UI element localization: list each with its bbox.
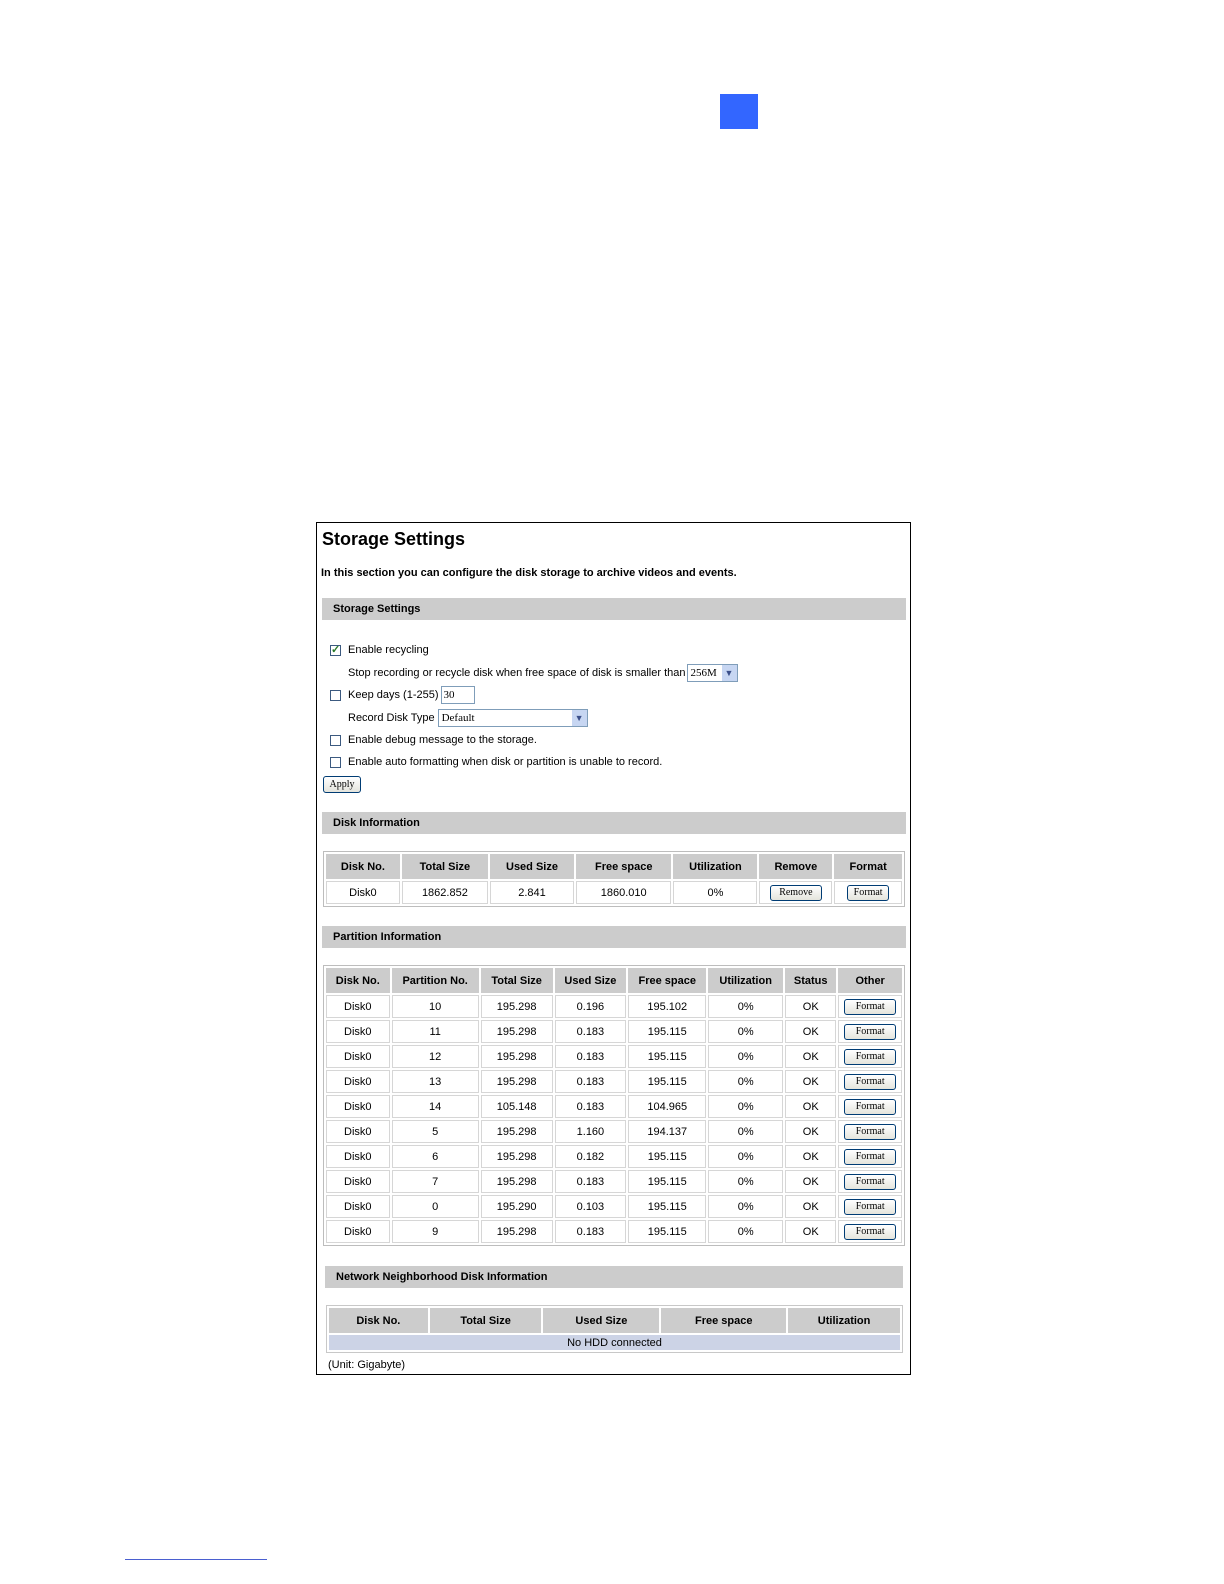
disk-no-cell: Disk0 [326, 1195, 390, 1218]
used-size-cell: 0.183 [555, 1070, 627, 1093]
other-cell [838, 1220, 902, 1243]
net-col-disk-no: Disk No. [329, 1308, 428, 1333]
used-size-cell: 0.183 [555, 1045, 627, 1068]
auto-format-checkbox[interactable] [330, 757, 341, 768]
table-row [326, 1170, 902, 1193]
status-cell: OK [785, 1020, 836, 1043]
free-space-cell: 194.137 [628, 1120, 706, 1143]
partition-no-cell: 0 [392, 1195, 479, 1218]
total-size-cell: 105.148 [481, 1095, 553, 1118]
part-col-used-size: Used Size [555, 968, 627, 993]
net-col-used-size: Used Size [543, 1308, 659, 1333]
net-col-utilization: Utilization [788, 1308, 900, 1333]
chevron-down-icon: ▼ [572, 710, 587, 726]
part-col-free-space: Free space [628, 968, 706, 993]
network-disk-table [326, 1305, 903, 1353]
other-cell [838, 1170, 902, 1193]
format-button[interactable]: Format [847, 885, 889, 901]
keep-days-row [330, 686, 475, 704]
disk-no-cell: Disk0 [326, 995, 390, 1018]
status-cell: OK [785, 1095, 836, 1118]
used-size-cell: 0.196 [555, 995, 627, 1018]
disk-information-table [323, 851, 905, 907]
net-col-free-space: Free space [661, 1308, 786, 1333]
status-cell: OK [785, 995, 836, 1018]
keep-days-label: Keep days (1-255) [348, 689, 439, 701]
disk-col-remove: Remove [759, 854, 832, 879]
free-space-cell: 195.102 [628, 995, 706, 1018]
disk-no-cell: Disk0 [326, 1170, 390, 1193]
disk-no-cell: Disk0 [326, 1220, 390, 1243]
format-button[interactable]: Format [844, 1224, 896, 1240]
used-size-cell: 2.841 [490, 881, 574, 904]
page-title: Storage Settings [322, 529, 466, 549]
free-space-cell: 195.115 [628, 1070, 706, 1093]
remove-button[interactable]: Remove [770, 885, 822, 901]
utilization-cell: 0% [708, 995, 783, 1018]
stop-recording-label: Stop recording or recycle disk when free space of disk is smaller than [348, 667, 686, 679]
total-size-cell: 195.290 [481, 1195, 553, 1218]
partition-no-cell: 12 [392, 1045, 479, 1068]
table-row [326, 881, 902, 904]
part-col-utilization: Utilization [708, 968, 783, 993]
other-cell [838, 1120, 902, 1143]
other-cell [838, 1045, 902, 1068]
record-disk-type-label: Record Disk Type [348, 712, 435, 724]
used-size-cell: 0.182 [555, 1145, 627, 1168]
partition-table-header-row [326, 968, 902, 993]
utilization-cell: 0% [708, 1145, 783, 1168]
partition-no-cell: 7 [392, 1170, 479, 1193]
format-button[interactable]: Format [844, 1099, 896, 1115]
partition-information-table [323, 965, 905, 1246]
status-cell: OK [785, 1070, 836, 1093]
record-disk-type-row [348, 709, 588, 727]
footer-divider [125, 1559, 267, 1560]
disk-information-header: Disk Information [322, 812, 906, 834]
format-button[interactable]: Format [844, 1149, 896, 1165]
status-cell: OK [785, 1195, 836, 1218]
network-disk-information-header: Network Neighborhood Disk Information [325, 1266, 903, 1288]
debug-message-checkbox[interactable] [330, 735, 341, 746]
utilization-cell: 0% [708, 1095, 783, 1118]
status-cell: OK [785, 1145, 836, 1168]
utilization-cell: 0% [708, 1020, 783, 1043]
disk-no-cell: Disk0 [326, 881, 400, 904]
storage-settings-panel [316, 522, 911, 1375]
utilization-cell: 0% [708, 1195, 783, 1218]
network-table-header-row [329, 1308, 900, 1333]
partition-no-cell: 6 [392, 1145, 479, 1168]
partition-no-cell: 13 [392, 1070, 479, 1093]
table-row [326, 1095, 902, 1118]
other-cell [838, 1020, 902, 1043]
remove-cell [759, 881, 832, 904]
other-cell [838, 1070, 902, 1093]
table-row [326, 1220, 902, 1243]
used-size-cell: 0.183 [555, 1095, 627, 1118]
utilization-cell: 0% [708, 1070, 783, 1093]
disk-no-cell: Disk0 [326, 1145, 390, 1168]
total-size-cell: 195.298 [481, 995, 553, 1018]
disk-no-cell: Disk0 [326, 1045, 390, 1068]
disk-col-total-size: Total Size [402, 854, 488, 879]
table-row [326, 1195, 902, 1218]
no-hdd-message: No HDD connected [329, 1335, 900, 1350]
enable-recycling-checkbox[interactable] [330, 645, 341, 656]
table-row [326, 1070, 902, 1093]
net-col-total-size: Total Size [430, 1308, 542, 1333]
used-size-cell: 1.160 [555, 1120, 627, 1143]
status-cell: OK [785, 1045, 836, 1068]
format-button[interactable]: Format [844, 1024, 896, 1040]
format-button[interactable]: Format [844, 1049, 896, 1065]
free-space-cell: 195.115 [628, 1020, 706, 1043]
enable-recycling-row [330, 644, 429, 656]
other-cell [838, 995, 902, 1018]
auto-format-label: Enable auto formatting when disk or partition is unable to record. [348, 756, 663, 768]
partition-no-cell: 14 [392, 1095, 479, 1118]
part-col-disk-no: Disk No. [326, 968, 390, 993]
status-cell: OK [785, 1170, 836, 1193]
free-space-cell: 195.115 [628, 1170, 706, 1193]
total-size-cell: 195.298 [481, 1145, 553, 1168]
total-size-cell: 195.298 [481, 1220, 553, 1243]
format-button[interactable]: Format [844, 999, 896, 1015]
part-col-other: Other [838, 968, 902, 993]
table-row [326, 1020, 902, 1043]
partition-no-cell: 10 [392, 995, 479, 1018]
disk-no-cell: Disk0 [326, 1095, 390, 1118]
keep-days-input[interactable]: 30 [441, 686, 475, 704]
intro-text: In this section you can configure the disk storage to archive videos and events. [321, 567, 737, 579]
free-space-select[interactable] [687, 664, 738, 682]
blue-marker [720, 94, 758, 129]
used-size-cell: 0.103 [555, 1195, 627, 1218]
apply-button[interactable]: Apply [323, 776, 361, 793]
disk-col-used-size: Used Size [490, 854, 574, 879]
partition-no-cell: 9 [392, 1220, 479, 1243]
format-button[interactable]: Format [844, 1124, 896, 1140]
total-size-cell: 195.298 [481, 1020, 553, 1043]
free-space-cell: 195.115 [628, 1220, 706, 1243]
partition-table-body [326, 995, 902, 1243]
other-cell [838, 1195, 902, 1218]
used-size-cell: 0.183 [555, 1220, 627, 1243]
utilization-cell: 0% [708, 1220, 783, 1243]
free-space-cell: 1860.010 [576, 881, 671, 904]
record-disk-type-value: Default [441, 712, 475, 724]
disk-no-cell: Disk0 [326, 1120, 390, 1143]
utilization-cell: 0% [708, 1170, 783, 1193]
disk-col-disk-no: Disk No. [326, 854, 400, 879]
free-space-cell: 195.115 [628, 1195, 706, 1218]
disk-no-cell: Disk0 [326, 1020, 390, 1043]
table-row [326, 1145, 902, 1168]
disk-col-format: Format [834, 854, 902, 879]
keep-days-checkbox[interactable] [330, 690, 341, 701]
table-row [326, 1120, 902, 1143]
table-row [326, 995, 902, 1018]
table-row [326, 1045, 902, 1068]
partition-no-cell: 5 [392, 1120, 479, 1143]
used-size-cell: 0.183 [555, 1170, 627, 1193]
disk-table-header-row [326, 854, 902, 879]
partition-no-cell: 11 [392, 1020, 479, 1043]
disk-no-cell: Disk0 [326, 1070, 390, 1093]
total-size-cell: 195.298 [481, 1045, 553, 1068]
other-cell [838, 1095, 902, 1118]
auto-format-row [330, 756, 662, 768]
free-space-cell: 195.115 [628, 1145, 706, 1168]
stop-recording-row [348, 664, 738, 682]
debug-message-row [330, 734, 537, 746]
debug-message-label: Enable debug message to the storage. [348, 734, 537, 746]
part-col-status: Status [785, 968, 836, 993]
chevron-down-icon: ▼ [722, 665, 737, 681]
total-size-cell: 1862.852 [402, 881, 488, 904]
used-size-cell: 0.183 [555, 1020, 627, 1043]
free-space-cell: 195.115 [628, 1045, 706, 1068]
partition-information-header: Partition Information [322, 926, 906, 948]
part-col-total-size: Total Size [481, 968, 553, 993]
free-space-cell: 104.965 [628, 1095, 706, 1118]
free-space-value: 256M [690, 667, 717, 679]
enable-recycling-label: Enable recycling [348, 644, 429, 656]
format-button[interactable]: Format [844, 1074, 896, 1090]
total-size-cell: 195.298 [481, 1170, 553, 1193]
format-cell [834, 881, 902, 904]
total-size-cell: 195.298 [481, 1120, 553, 1143]
utilization-cell: 0% [708, 1120, 783, 1143]
part-col-partition-no: Partition No. [392, 968, 479, 993]
format-button[interactable]: Format [844, 1174, 896, 1190]
status-cell: OK [785, 1220, 836, 1243]
total-size-cell: 195.298 [481, 1070, 553, 1093]
format-button[interactable]: Format [844, 1199, 896, 1215]
table-row [329, 1335, 900, 1350]
unit-note: (Unit: Gigabyte) [328, 1359, 406, 1371]
storage-settings-header: Storage Settings [322, 598, 906, 620]
disk-col-utilization: Utilization [673, 854, 757, 879]
other-cell [838, 1145, 902, 1168]
utilization-cell: 0% [708, 1045, 783, 1068]
status-cell: OK [785, 1120, 836, 1143]
utilization-cell: 0% [673, 881, 757, 904]
record-disk-type-select[interactable] [438, 709, 588, 727]
disk-col-free-space: Free space [576, 854, 671, 879]
